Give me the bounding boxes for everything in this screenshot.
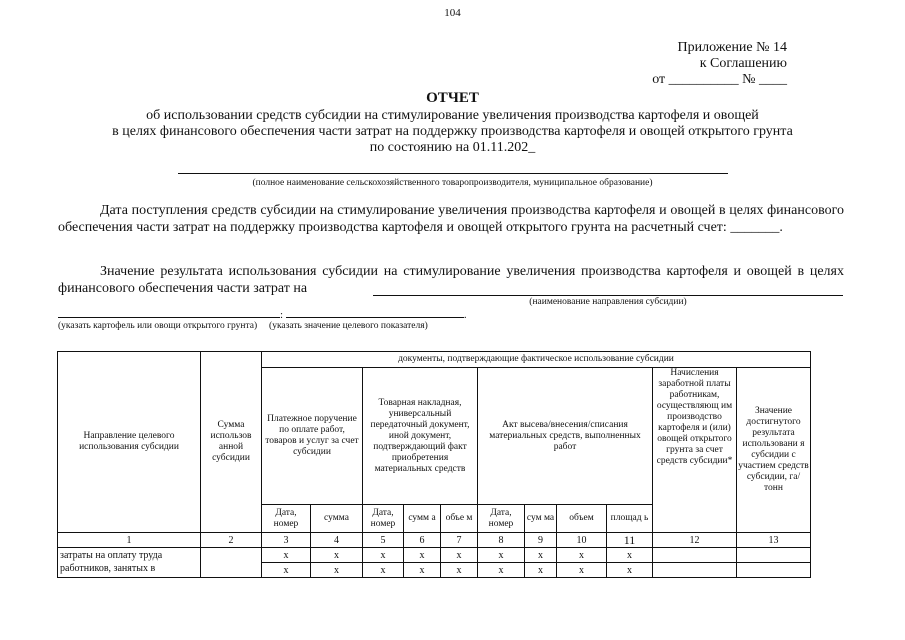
report-table (57, 351, 811, 578)
subtitle-line2: в целях финансового обеспечения части затрат на поддержку производства картофеля и овощей открытого грунта (112, 124, 793, 139)
header-sum-used: Сумма использов анной субсидии (201, 352, 262, 533)
sub-date-number: Дата, номер (363, 505, 404, 533)
x-cell: x (478, 548, 525, 563)
x-cell: x (262, 563, 311, 578)
column-number: 13 (737, 533, 811, 548)
x-cell: x (478, 563, 525, 578)
sub-date-number: Дата, номер (262, 505, 311, 533)
x-cell: x (607, 548, 653, 563)
sub-sum: сум ма (525, 505, 557, 533)
document-subtitle (0, 108, 905, 156)
column-number: 11 (607, 533, 653, 548)
appendix-line1: Приложение № 14 (677, 40, 787, 55)
direction-fill-line (373, 295, 843, 296)
row-label: затраты на оплату труда работников, занятых в (58, 548, 201, 578)
x-cell: x (525, 563, 557, 578)
x-cell: x (525, 548, 557, 563)
data-cell (653, 563, 737, 578)
target-fill-row (58, 309, 467, 321)
column-number: 2 (201, 533, 262, 548)
target-fill-line (286, 309, 464, 318)
appendix-line2: к Соглашению (699, 56, 787, 71)
appendix-header (652, 40, 787, 88)
x-cell: x (607, 563, 653, 578)
column-number: 4 (311, 533, 363, 548)
sub-volume: объем (557, 505, 607, 533)
sub-area: площад ь (607, 505, 653, 533)
column-number: 7 (441, 533, 478, 548)
table-row (58, 548, 811, 563)
page-number: 104 (444, 7, 461, 19)
subtitle-line3: по состоянию на 01.11.202_ (369, 140, 536, 155)
column-number: 9 (525, 533, 557, 548)
header-act: Акт высева/внесения/списания материальных средств, выполненных работ (478, 368, 653, 505)
column-number: 1 (58, 533, 201, 548)
x-cell: x (363, 563, 404, 578)
data-cell (653, 548, 737, 563)
sub-sum: сумм а (404, 505, 441, 533)
x-cell: x (311, 548, 363, 563)
x-cell: x (441, 548, 478, 563)
column-number: 12 (653, 533, 737, 548)
document-title: ОТЧЕТ (426, 90, 479, 106)
paragraph-result-value: Значение результата использования субсидии на стимулирование увеличения производства картофеля и овощей в целях финансового обеспечения части затрат на (58, 264, 844, 296)
producer-note: (полное наименование сельскохозяйственного товаропроизводителя, муниципальное образование) (252, 178, 653, 188)
header-salary: Начисления заработной платы работникам, осуществляющ им производство картофеля и (или) овощей открытого грунта за счет средств субсидии* (653, 368, 737, 533)
data-cell (201, 548, 262, 578)
sub-sum: сумма (311, 505, 363, 533)
x-cell: x (404, 563, 441, 578)
sub-volume: объе м (441, 505, 478, 533)
column-number-row (58, 533, 811, 548)
column-number: 3 (262, 533, 311, 548)
header-waybill: Товарная накладная, универсальный передаточный документ, иной документ, подтверждающий факт приобретения материальных средств (363, 368, 478, 505)
sub-date-number: Дата, номер (478, 505, 525, 533)
header-documents: документы, подтверждающие фактическое использование субсидии (262, 352, 811, 368)
header-direction: Направление целевого использования субсидии (58, 352, 201, 533)
column-number: 10 (557, 533, 607, 548)
x-cell: x (557, 548, 607, 563)
x-cell: x (363, 548, 404, 563)
producer-fill-line (178, 173, 728, 174)
x-cell: x (404, 548, 441, 563)
header-result: Значение достигнутого результата использовани я субсидии с участием средств субсидии, га/тонн (737, 368, 811, 533)
direction-note: (наименование направления субсидии) (529, 297, 687, 307)
appendix-line3: от __________ № ____ (652, 72, 787, 87)
header-payment-order: Платежное поручение по оплате работ, товаров и услуг за счет субсидии (262, 368, 363, 505)
paragraph-receipt-date: Дата поступления средств субсидии на стимулирование увеличения производства картофеля и овощей в целях финансового обеспечения части затрат на поддержку производства картофеля и овощей открытого грунта на расчетный счет: _______. (58, 203, 844, 235)
x-cell: x (441, 563, 478, 578)
subtitle-line1: об использовании средств субсидии на стимулирование увеличения производства картофеля и овощей (146, 108, 759, 123)
x-cell: x (311, 563, 363, 578)
column-number: 6 (404, 533, 441, 548)
x-cell: x (557, 563, 607, 578)
period: . (463, 309, 467, 321)
colon: : (280, 309, 284, 321)
data-cell (737, 548, 811, 563)
crop-fill-line (58, 309, 280, 318)
data-cell (737, 563, 811, 578)
column-number: 8 (478, 533, 525, 548)
x-cell: x (262, 548, 311, 563)
column-number: 5 (363, 533, 404, 548)
target-note: (указать картофель или овощи открытого грунта) (указать значение целевого показателя) (58, 321, 428, 331)
